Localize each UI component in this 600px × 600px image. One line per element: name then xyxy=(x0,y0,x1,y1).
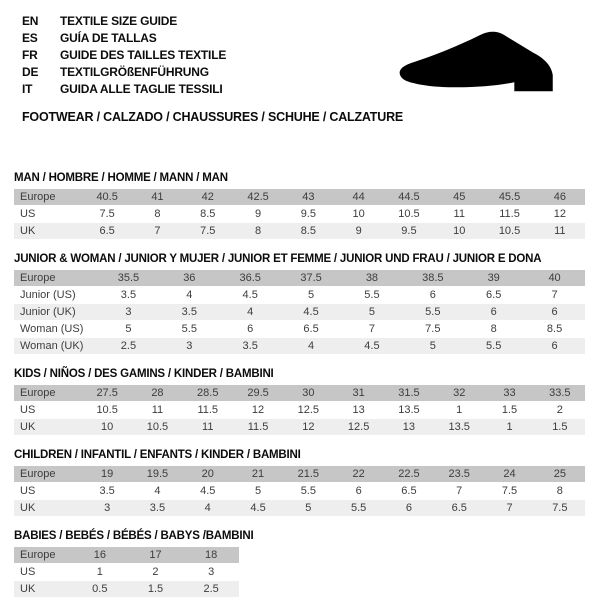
size-value-cell: 19 xyxy=(82,466,132,483)
size-table-title: BABIES / BEBÉS / BÉBÉS / BABYS /BAMBINI xyxy=(14,530,254,542)
language-list xyxy=(22,13,226,98)
size-value-cell: 5 xyxy=(233,483,283,500)
size-value-cell: 6 xyxy=(524,338,585,355)
size-value-cell: 38 xyxy=(342,270,403,287)
size-value-cell: 4 xyxy=(183,500,233,517)
size-value-cell: 8.5 xyxy=(183,206,233,223)
size-value-cell: 10.5 xyxy=(484,223,534,240)
size-value-cell: 20 xyxy=(183,466,233,483)
row-label-cell: UK xyxy=(14,223,82,240)
size-value-cell: 35.5 xyxy=(98,270,159,287)
language-code: EN xyxy=(22,14,39,28)
row-label-cell: Junior (UK) xyxy=(14,304,98,321)
size-value-cell: 32 xyxy=(434,385,484,402)
row-label-cell: UK xyxy=(14,581,72,598)
size-value-cell: 36.5 xyxy=(220,270,281,287)
table-row xyxy=(14,189,585,206)
size-value-cell: 0.5 xyxy=(72,581,128,598)
table-row xyxy=(14,270,585,287)
size-value-cell: 12 xyxy=(535,206,585,223)
size-value-cell: 36 xyxy=(159,270,220,287)
size-value-cell: 1 xyxy=(434,402,484,419)
size-value-cell: 31.5 xyxy=(384,385,434,402)
size-value-cell: 45 xyxy=(434,189,484,206)
size-value-cell: 28 xyxy=(132,385,182,402)
size-value-cell: 9 xyxy=(233,206,283,223)
size-table-section-babies xyxy=(14,530,585,598)
size-table-title: CHILDREN / INFANTIL / ENFANTS / KINDER / BAMBINI xyxy=(14,449,301,461)
size-value-cell: 6.5 xyxy=(434,500,484,517)
size-value-cell: 9.5 xyxy=(384,223,434,240)
table-row xyxy=(14,338,585,355)
size-value-cell: 27.5 xyxy=(82,385,132,402)
size-value-cell: 2.5 xyxy=(183,581,239,598)
size-value-cell: 8 xyxy=(233,223,283,240)
language-label: TEXTILGRÖßENFÜHRUNG xyxy=(60,65,209,79)
size-value-cell: 3 xyxy=(159,338,220,355)
table-row xyxy=(14,223,585,240)
size-value-cell: 18 xyxy=(183,547,239,564)
size-value-cell: 23.5 xyxy=(434,466,484,483)
size-value-cell: 1.5 xyxy=(128,581,184,598)
language-label: TEXTILE SIZE GUIDE xyxy=(60,14,178,28)
size-value-cell: 6 xyxy=(220,321,281,338)
language-label: GUIDE DES TAILLES TEXTILE xyxy=(60,48,227,62)
size-value-cell: 12.5 xyxy=(333,419,383,436)
size-value-cell: 21.5 xyxy=(283,466,333,483)
size-value-cell: 5 xyxy=(402,338,463,355)
row-label-cell: Europe xyxy=(14,385,82,402)
row-label-cell: US xyxy=(14,402,82,419)
size-value-cell: 21 xyxy=(233,466,283,483)
size-value-cell: 33 xyxy=(484,385,534,402)
size-value-cell: 6 xyxy=(402,287,463,304)
size-value-cell: 3 xyxy=(98,304,159,321)
size-value-cell: 28.5 xyxy=(183,385,233,402)
size-value-cell: 13 xyxy=(333,402,383,419)
size-value-cell: 38.5 xyxy=(402,270,463,287)
size-value-cell: 29.5 xyxy=(233,385,283,402)
size-value-cell: 10 xyxy=(333,206,383,223)
size-value-cell: 39 xyxy=(463,270,524,287)
size-value-cell: 12.5 xyxy=(283,402,333,419)
size-value-cell: 7.5 xyxy=(535,500,585,517)
size-value-cell: 3 xyxy=(183,564,239,581)
size-value-cell: 33.5 xyxy=(535,385,585,402)
size-value-cell: 4.5 xyxy=(233,500,283,517)
size-value-cell: 7.5 xyxy=(484,483,534,500)
size-value-cell: 7.5 xyxy=(82,206,132,223)
size-value-cell: 11.5 xyxy=(233,419,283,436)
size-value-cell: 16 xyxy=(72,547,128,564)
size-value-cell: 12 xyxy=(233,402,283,419)
size-value-cell: 10 xyxy=(434,223,484,240)
size-table-title: KIDS / NIÑOS / DES GAMINS / KINDER / BAMBINI xyxy=(14,368,274,380)
language-code: IT xyxy=(22,82,33,96)
size-value-cell: 5.5 xyxy=(333,500,383,517)
language-row xyxy=(22,47,226,64)
size-value-cell: 1 xyxy=(72,564,128,581)
size-value-cell: 5 xyxy=(281,287,342,304)
language-label: GUIDA ALLE TAGLIE TESSILI xyxy=(60,82,223,96)
size-table-section-children xyxy=(14,449,585,517)
size-value-cell: 43 xyxy=(283,189,333,206)
size-value-cell: 40.5 xyxy=(82,189,132,206)
size-value-cell: 31 xyxy=(333,385,383,402)
size-value-cell: 37.5 xyxy=(281,270,342,287)
row-label-cell: Europe xyxy=(14,466,82,483)
table-row xyxy=(14,206,585,223)
language-row xyxy=(22,81,226,98)
size-value-cell: 5.5 xyxy=(402,304,463,321)
size-value-cell: 22.5 xyxy=(384,466,434,483)
size-value-cell: 4.5 xyxy=(281,304,342,321)
size-value-cell: 12 xyxy=(283,419,333,436)
size-value-cell: 19.5 xyxy=(132,466,182,483)
size-value-cell: 5 xyxy=(98,321,159,338)
table-row xyxy=(14,547,239,564)
size-value-cell: 17 xyxy=(128,547,184,564)
size-value-cell: 44 xyxy=(333,189,383,206)
row-label-cell: Europe xyxy=(14,547,72,564)
size-value-cell: 30 xyxy=(283,385,333,402)
size-value-cell: 9 xyxy=(333,223,383,240)
size-value-cell: 11 xyxy=(132,402,182,419)
size-value-cell: 4 xyxy=(220,304,281,321)
size-value-cell: 10.5 xyxy=(384,206,434,223)
language-row xyxy=(22,64,226,81)
size-value-cell: 6 xyxy=(524,304,585,321)
size-value-cell: 5.5 xyxy=(342,287,403,304)
size-value-cell: 4.5 xyxy=(342,338,403,355)
table-row xyxy=(14,581,239,598)
size-value-cell: 3 xyxy=(82,500,132,517)
size-value-cell: 8 xyxy=(535,483,585,500)
size-table-junior-woman xyxy=(14,270,585,355)
size-value-cell: 24 xyxy=(484,466,534,483)
size-value-cell: 6.5 xyxy=(463,287,524,304)
language-label: GUÍA DE TALLAS xyxy=(60,31,157,45)
size-value-cell: 13 xyxy=(384,419,434,436)
size-value-cell: 7 xyxy=(524,287,585,304)
size-table-section-junior-woman xyxy=(14,253,585,355)
size-value-cell: 5 xyxy=(342,304,403,321)
size-value-cell: 1 xyxy=(484,419,534,436)
size-value-cell: 10.5 xyxy=(82,402,132,419)
size-table-babies xyxy=(14,547,239,598)
size-value-cell: 25 xyxy=(535,466,585,483)
language-row xyxy=(22,30,226,47)
size-value-cell: 6.5 xyxy=(82,223,132,240)
size-value-cell: 5 xyxy=(283,500,333,517)
size-value-cell: 9.5 xyxy=(283,206,333,223)
size-value-cell: 4 xyxy=(281,338,342,355)
size-value-cell: 42.5 xyxy=(233,189,283,206)
size-value-cell: 22 xyxy=(333,466,383,483)
size-tables xyxy=(14,172,585,600)
size-value-cell: 11 xyxy=(535,223,585,240)
language-code: FR xyxy=(22,48,38,62)
size-table-kids xyxy=(14,385,585,436)
size-value-cell: 4.5 xyxy=(183,483,233,500)
size-value-cell: 8.5 xyxy=(524,321,585,338)
size-value-cell: 7.5 xyxy=(183,223,233,240)
size-value-cell: 8.5 xyxy=(283,223,333,240)
size-value-cell: 6.5 xyxy=(281,321,342,338)
size-table-title: JUNIOR & WOMAN / JUNIOR Y MUJER / JUNIOR ET FEMME / JUNIOR UND FRAU / JUNIOR E DONA xyxy=(14,253,542,265)
size-value-cell: 42 xyxy=(183,189,233,206)
language-code: DE xyxy=(22,65,39,79)
size-value-cell: 11 xyxy=(183,419,233,436)
table-row xyxy=(14,402,585,419)
size-value-cell: 6 xyxy=(384,500,434,517)
row-label-cell: US xyxy=(14,564,72,581)
table-row xyxy=(14,483,585,500)
row-label-cell: Junior (US) xyxy=(14,287,98,304)
size-value-cell: 46 xyxy=(535,189,585,206)
size-value-cell: 3.5 xyxy=(159,304,220,321)
size-table-children xyxy=(14,466,585,517)
size-value-cell: 13.5 xyxy=(434,419,484,436)
row-label-cell: UK xyxy=(14,500,82,517)
size-value-cell: 1.5 xyxy=(484,402,534,419)
category-heading: FOOTWEAR / CALZADO / CHAUSSURES / SCHUHE / CALZATURE xyxy=(22,110,404,124)
size-value-cell: 2.5 xyxy=(98,338,159,355)
size-value-cell: 7 xyxy=(342,321,403,338)
size-value-cell: 5.5 xyxy=(463,338,524,355)
size-value-cell: 1.5 xyxy=(535,419,585,436)
size-value-cell: 3.5 xyxy=(132,500,182,517)
size-value-cell: 3.5 xyxy=(82,483,132,500)
row-label-cell: Woman (US) xyxy=(14,321,98,338)
dress-shoe-icon xyxy=(394,24,576,106)
size-value-cell: 11.5 xyxy=(484,206,534,223)
size-value-cell: 7.5 xyxy=(402,321,463,338)
size-value-cell: 6 xyxy=(463,304,524,321)
size-value-cell: 45.5 xyxy=(484,189,534,206)
table-row xyxy=(14,287,585,304)
size-value-cell: 3.5 xyxy=(220,338,281,355)
table-row xyxy=(14,304,585,321)
language-code: ES xyxy=(22,31,38,45)
size-table-section-man xyxy=(14,172,585,240)
size-value-cell: 3.5 xyxy=(98,287,159,304)
row-label-cell: UK xyxy=(14,419,82,436)
row-label-cell: Europe xyxy=(14,189,82,206)
size-value-cell: 11 xyxy=(434,206,484,223)
language-row xyxy=(22,13,226,30)
size-value-cell: 6.5 xyxy=(384,483,434,500)
size-table-title: MAN / HOMBRE / HOMME / MANN / MAN xyxy=(14,172,228,184)
size-value-cell: 2 xyxy=(128,564,184,581)
row-label-cell: US xyxy=(14,206,82,223)
size-value-cell: 7 xyxy=(132,223,182,240)
size-value-cell: 13.5 xyxy=(384,402,434,419)
size-value-cell: 7 xyxy=(484,500,534,517)
table-row xyxy=(14,500,585,517)
table-row xyxy=(14,564,239,581)
size-value-cell: 4 xyxy=(132,483,182,500)
size-value-cell: 4 xyxy=(159,287,220,304)
size-value-cell: 44.5 xyxy=(384,189,434,206)
size-table-man xyxy=(14,189,585,240)
table-row xyxy=(14,419,585,436)
size-value-cell: 5.5 xyxy=(159,321,220,338)
size-value-cell: 7 xyxy=(434,483,484,500)
size-value-cell: 4.5 xyxy=(220,287,281,304)
table-row xyxy=(14,321,585,338)
row-label-cell: US xyxy=(14,483,82,500)
table-row xyxy=(14,385,585,402)
size-value-cell: 11.5 xyxy=(183,402,233,419)
size-value-cell: 2 xyxy=(535,402,585,419)
table-row xyxy=(14,466,585,483)
size-value-cell: 5.5 xyxy=(283,483,333,500)
row-label-cell: Europe xyxy=(14,270,98,287)
size-value-cell: 8 xyxy=(132,206,182,223)
size-value-cell: 6 xyxy=(333,483,383,500)
size-value-cell: 10 xyxy=(82,419,132,436)
size-value-cell: 8 xyxy=(463,321,524,338)
size-table-section-kids xyxy=(14,368,585,436)
size-value-cell: 41 xyxy=(132,189,182,206)
row-label-cell: Woman (UK) xyxy=(14,338,98,355)
size-value-cell: 40 xyxy=(524,270,585,287)
size-value-cell: 10.5 xyxy=(132,419,182,436)
